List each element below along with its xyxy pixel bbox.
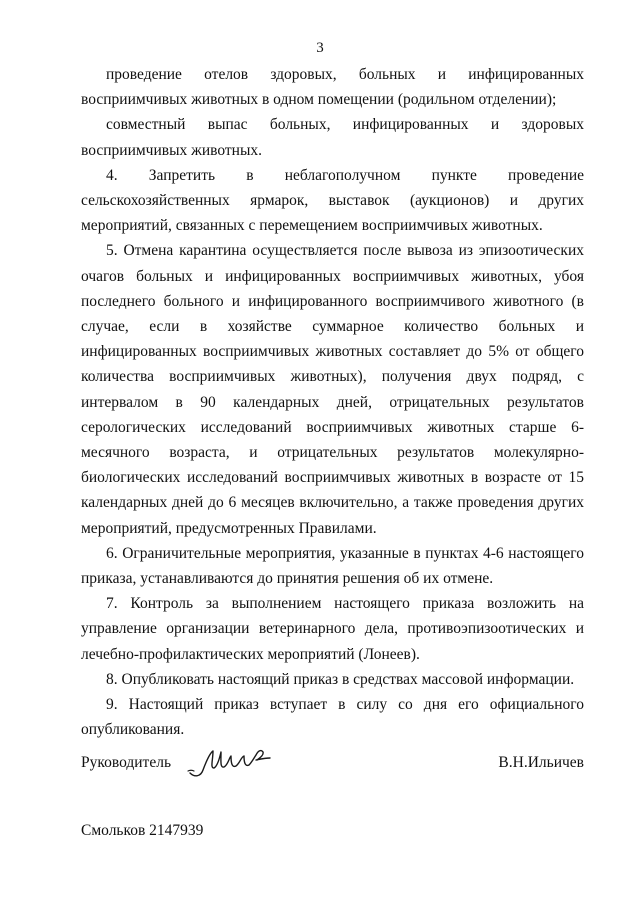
signatory-role: Руководитель: [81, 754, 172, 771]
paragraph-item-7: 7. Контроль за выполнением настоящего приказа возложить на управление организации ветеринарного дела, противоэпизоотических и лечебно-профилактических мероприятий (Лонеев).: [81, 595, 584, 663]
paragraph-item-4: 4. Запретить в неблагополучном пункте проведение сельскохозяйственных ярмарок, выставок (аукционов) и других мероприятий, связанных с перемещением восприимчивых животных.: [81, 166, 584, 235]
paragraph-item-8: 8. Опубликовать настоящий приказ в средствах массовой информации.: [106, 670, 575, 688]
document-body: [81, 62, 584, 742]
handwritten-signature: [186, 746, 276, 780]
paragraph-item-9: 9. Настоящий приказ вступает в силу со дня его официального опубликования.: [81, 696, 584, 739]
paragraph-item-5: 5. Отмена карантина осуществляется после вывоза из эпизоотических очагов больных и инфицированных восприимчивых животных, убоя последнего больного и инфицированного восприимчивого животного (в случае, если в хозяйстве суммарное количество больных и инфицированных восприимчивых животных составляет до 5% от общего количества восприимчивых животных), получения двух подряд, с интервалом в 90 календарных дней, отрицательных результатов серологических исследований восприимчивых животных старше 6-месячного возраста, и отрицательных результатов молекулярно-биологических исследований восприимчивых животных в возрасте от 15 календарных дней до 6 месяцев включительно, а также проведения других мероприятий, предусмотренных Правилами.: [81, 242, 584, 537]
paragraph-item-6: 6. Ограничительные мероприятия, указанные в пунктах 4-6 настоящего приказа, устанавливаются до принятия решения об их отмене.: [81, 544, 584, 588]
signature-block: [81, 746, 584, 786]
paragraph-calving: проведение отелов здоровых, больных и инфицированных восприимчивых животных в одном помещении (родильном отделении);: [81, 66, 584, 109]
paragraph-grazing: совместный выпас больных, инфицированных и здоровых восприимчивых животных.: [81, 116, 584, 159]
signatory-name: В.Н.Ильичев: [498, 754, 584, 771]
executor-note: Смольков 2147939: [81, 822, 204, 839]
page-number: 3: [316, 40, 324, 56]
